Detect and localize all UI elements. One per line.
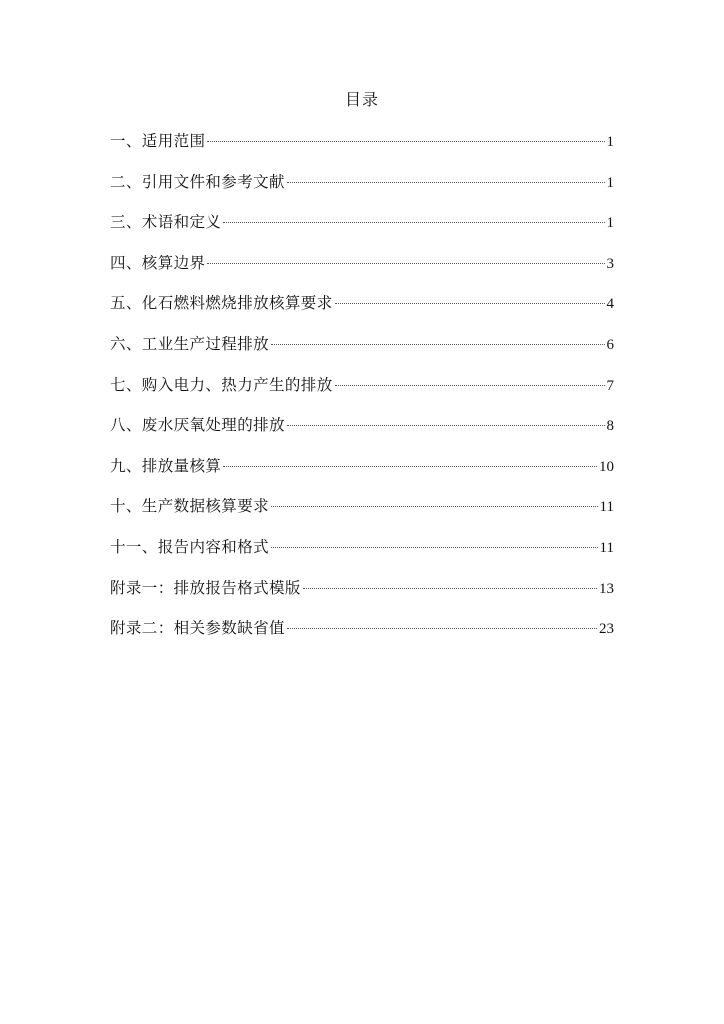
dot-leader [335, 385, 605, 386]
toc-entry-page: 13 [599, 580, 614, 597]
toc-entry-label: 四、核算边界 [110, 253, 206, 272]
toc-entry-label: 附录一：排放报告格式模版 [110, 578, 301, 597]
toc-entry-page: 11 [599, 499, 614, 516]
toc-entry-appendix-2[interactable] [110, 617, 614, 658]
toc-entry-page: 7 [606, 377, 614, 394]
toc-entry-page: 6 [606, 336, 614, 353]
toc-entry-page: 23 [599, 621, 614, 638]
toc-entry-wastewater[interactable] [110, 414, 614, 455]
dot-leader [287, 425, 605, 426]
toc-entry-production-data[interactable] [110, 495, 614, 536]
dot-leader [271, 547, 598, 548]
toc-entry-label: 七、购入电力、热力产生的排放 [110, 375, 333, 394]
toc-entry-page: 1 [606, 134, 614, 150]
toc-entry-page: 4 [606, 296, 614, 313]
dot-leader [207, 141, 604, 142]
toc-entry-references[interactable] [110, 171, 614, 212]
toc-entry-label: 十一、报告内容和格式 [110, 537, 270, 556]
toc-entry-page: 1 [606, 215, 614, 232]
dot-leader [223, 222, 604, 223]
dot-leader [303, 588, 597, 589]
toc-entry-scope[interactable] [110, 130, 614, 171]
dot-leader [223, 466, 597, 467]
toc-entry-label: 三、术语和定义 [110, 213, 222, 232]
toc-entry-page: 1 [606, 174, 614, 191]
toc-entry-fossil-fuel[interactable] [110, 292, 614, 333]
toc-entry-label: 八、废水厌氧处理的排放 [110, 416, 285, 435]
table-of-contents [110, 130, 614, 658]
toc-entry-label: 十、生产数据核算要求 [110, 497, 270, 516]
toc-entry-label: 六、工业生产过程排放 [110, 334, 270, 353]
toc-entry-label: 二、引用文件和参考文献 [110, 172, 285, 191]
toc-entry-label: 五、化石燃料燃烧排放核算要求 [110, 294, 333, 313]
toc-entry-page: 11 [599, 539, 614, 556]
dot-leader [271, 344, 604, 345]
toc-entry-page: 8 [606, 418, 614, 435]
dot-leader [271, 506, 598, 507]
toc-entry-label: 附录二：相关参数缺省值 [110, 619, 285, 638]
toc-entry-boundary[interactable] [110, 252, 614, 293]
toc-entry-label: 一、适用范围 [110, 132, 206, 150]
toc-entry-appendix-1[interactable] [110, 577, 614, 618]
toc-entry-terms[interactable] [110, 211, 614, 252]
toc-entry-page: 10 [599, 458, 614, 475]
toc-entry-purchased-energy[interactable] [110, 374, 614, 415]
toc-title: 目录 [344, 90, 379, 109]
toc-entry-emission-calculation[interactable] [110, 455, 614, 496]
toc-entry-industrial-process[interactable] [110, 333, 614, 374]
dot-leader [335, 303, 605, 304]
toc-entry-label: 九、排放量核算 [110, 456, 222, 475]
toc-entry-page: 3 [606, 255, 614, 272]
dot-leader [207, 263, 604, 264]
toc-entry-report-format[interactable] [110, 536, 614, 577]
dot-leader [287, 628, 597, 629]
dot-leader [287, 182, 605, 183]
